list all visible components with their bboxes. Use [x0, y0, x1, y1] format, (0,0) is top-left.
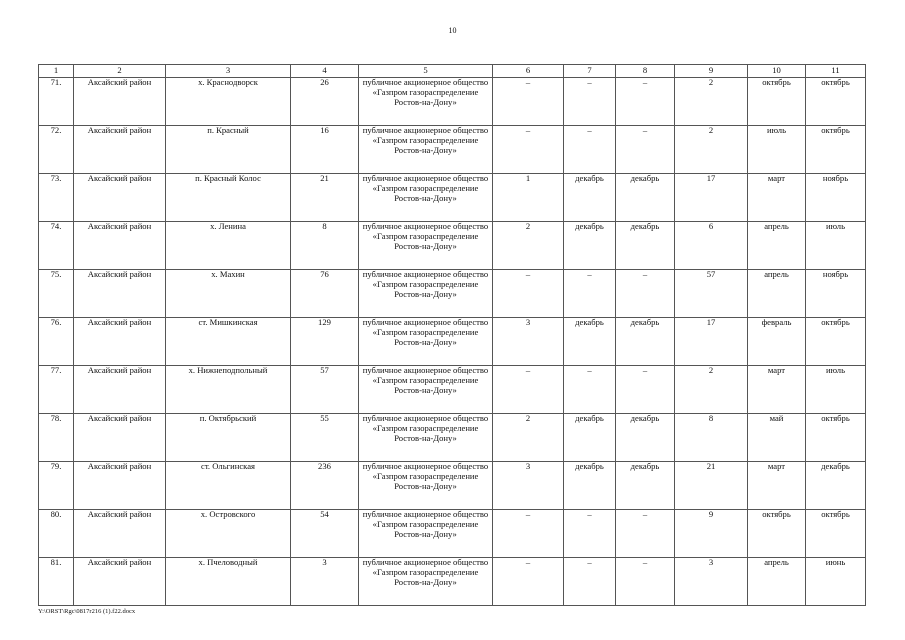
table-row [39, 270, 866, 318]
column-header: 9 [675, 65, 748, 78]
row-number: 71. [39, 78, 74, 126]
column-header: 2 [74, 65, 166, 78]
col8-cell: – [616, 510, 675, 558]
col10-cell: март [748, 174, 806, 222]
settlement-cell: х. Пчеловодный [166, 558, 291, 606]
organization-cell: публичное акционерное общество «Газпром газораспределение Ростов-на-Дону» [359, 414, 493, 462]
district-cell: Аксайский район [74, 126, 166, 174]
col7-cell: – [564, 270, 616, 318]
column-header: 10 [748, 65, 806, 78]
table-row [39, 126, 866, 174]
col7-cell: декабрь [564, 174, 616, 222]
col9-cell: 2 [675, 78, 748, 126]
col7-cell: – [564, 366, 616, 414]
col6-cell: – [493, 126, 564, 174]
district-cell: Аксайский район [74, 318, 166, 366]
col9-cell: 17 [675, 174, 748, 222]
district-cell: Аксайский район [74, 558, 166, 606]
col6-cell: – [493, 510, 564, 558]
settlement-cell: ст. Ольгинская [166, 462, 291, 510]
col9-cell: 9 [675, 510, 748, 558]
col6-cell: – [493, 78, 564, 126]
col7-cell: – [564, 78, 616, 126]
district-cell: Аксайский район [74, 414, 166, 462]
count-cell: 57 [291, 366, 359, 414]
col9-cell: 2 [675, 366, 748, 414]
count-cell: 76 [291, 270, 359, 318]
col6-cell: 3 [493, 462, 564, 510]
row-number: 81. [39, 558, 74, 606]
col9-cell: 2 [675, 126, 748, 174]
settlement-cell: х. Нижнеподпольный [166, 366, 291, 414]
table-row [39, 318, 866, 366]
organization-cell: публичное акционерное общество «Газпром газораспределение Ростов-на-Дону» [359, 558, 493, 606]
col11-cell: октябрь [806, 318, 866, 366]
col10-cell: февраль [748, 318, 806, 366]
settlement-cell: х. Ленина [166, 222, 291, 270]
col11-cell: июнь [806, 558, 866, 606]
row-number: 80. [39, 510, 74, 558]
col10-cell: октябрь [748, 510, 806, 558]
table-body [39, 78, 866, 606]
settlement-cell: п. Красный [166, 126, 291, 174]
file-path-footer: Y:\ORST\Rgc\0817r216 (1).f22.docx [38, 608, 136, 615]
col8-cell: – [616, 270, 675, 318]
col10-cell: май [748, 414, 806, 462]
col11-cell: октябрь [806, 414, 866, 462]
col7-cell: – [564, 126, 616, 174]
count-cell: 21 [291, 174, 359, 222]
column-header: 4 [291, 65, 359, 78]
col6-cell: – [493, 366, 564, 414]
settlement-cell: х. Махин [166, 270, 291, 318]
col11-cell: ноябрь [806, 174, 866, 222]
settlement-cell: х. Островского [166, 510, 291, 558]
table-row [39, 174, 866, 222]
district-cell: Аксайский район [74, 270, 166, 318]
table-header [39, 65, 866, 78]
col6-cell: 2 [493, 222, 564, 270]
table-row [39, 510, 866, 558]
col9-cell: 21 [675, 462, 748, 510]
row-number: 75. [39, 270, 74, 318]
column-header: 3 [166, 65, 291, 78]
col10-cell: октябрь [748, 78, 806, 126]
organization-cell: публичное акционерное общество «Газпром газораспределение Ростов-на-Дону» [359, 462, 493, 510]
organization-cell: публичное акционерное общество «Газпром газораспределение Ростов-на-Дону» [359, 222, 493, 270]
table-row [39, 366, 866, 414]
settlement-cell: п. Октябрьский [166, 414, 291, 462]
count-cell: 8 [291, 222, 359, 270]
col8-cell: – [616, 558, 675, 606]
column-header: 5 [359, 65, 493, 78]
col9-cell: 57 [675, 270, 748, 318]
organization-cell: публичное акционерное общество «Газпром газораспределение Ростов-на-Дону» [359, 270, 493, 318]
table-row [39, 78, 866, 126]
count-cell: 26 [291, 78, 359, 126]
col8-cell: – [616, 126, 675, 174]
row-number: 76. [39, 318, 74, 366]
col8-cell: декабрь [616, 462, 675, 510]
col11-cell: декабрь [806, 462, 866, 510]
schedule-table [38, 64, 866, 606]
organization-cell: публичное акционерное общество «Газпром газораспределение Ростов-на-Дону» [359, 78, 493, 126]
table-row [39, 414, 866, 462]
col7-cell: декабрь [564, 462, 616, 510]
col7-cell: – [564, 510, 616, 558]
header-row [39, 65, 866, 78]
col6-cell: – [493, 558, 564, 606]
settlement-cell: ст. Мишкинская [166, 318, 291, 366]
col9-cell: 6 [675, 222, 748, 270]
col9-cell: 3 [675, 558, 748, 606]
col11-cell: ноябрь [806, 270, 866, 318]
district-cell: Аксайский район [74, 174, 166, 222]
settlement-cell: х. Краснодворск [166, 78, 291, 126]
district-cell: Аксайский район [74, 366, 166, 414]
table-row [39, 462, 866, 510]
organization-cell: публичное акционерное общество «Газпром газораспределение Ростов-на-Дону» [359, 510, 493, 558]
page-number: 10 [448, 26, 457, 35]
col6-cell: 1 [493, 174, 564, 222]
organization-cell: публичное акционерное общество «Газпром газораспределение Ростов-на-Дону» [359, 318, 493, 366]
row-number: 79. [39, 462, 74, 510]
count-cell: 236 [291, 462, 359, 510]
column-header: 1 [39, 65, 74, 78]
col8-cell: – [616, 78, 675, 126]
column-header: 7 [564, 65, 616, 78]
count-cell: 129 [291, 318, 359, 366]
column-header: 8 [616, 65, 675, 78]
district-cell: Аксайский район [74, 78, 166, 126]
col7-cell: – [564, 558, 616, 606]
col6-cell: 3 [493, 318, 564, 366]
count-cell: 55 [291, 414, 359, 462]
district-cell: Аксайский район [74, 222, 166, 270]
col7-cell: декабрь [564, 414, 616, 462]
organization-cell: публичное акционерное общество «Газпром газораспределение Ростов-на-Дону» [359, 174, 493, 222]
row-number: 78. [39, 414, 74, 462]
col10-cell: март [748, 366, 806, 414]
col10-cell: апрель [748, 222, 806, 270]
count-cell: 16 [291, 126, 359, 174]
table-row [39, 222, 866, 270]
organization-cell: публичное акционерное общество «Газпром газораспределение Ростов-на-Дону» [359, 126, 493, 174]
col8-cell: – [616, 366, 675, 414]
district-cell: Аксайский район [74, 510, 166, 558]
col9-cell: 17 [675, 318, 748, 366]
organization-cell: публичное акционерное общество «Газпром газораспределение Ростов-на-Дону» [359, 366, 493, 414]
district-cell: Аксайский район [74, 462, 166, 510]
col6-cell: – [493, 270, 564, 318]
col11-cell: июль [806, 222, 866, 270]
col8-cell: декабрь [616, 318, 675, 366]
col11-cell: октябрь [806, 78, 866, 126]
row-number: 73. [39, 174, 74, 222]
col9-cell: 8 [675, 414, 748, 462]
table-row [39, 558, 866, 606]
col10-cell: апрель [748, 270, 806, 318]
col7-cell: декабрь [564, 222, 616, 270]
column-header: 11 [806, 65, 866, 78]
col11-cell: октябрь [806, 510, 866, 558]
row-number: 74. [39, 222, 74, 270]
count-cell: 54 [291, 510, 359, 558]
count-cell: 3 [291, 558, 359, 606]
col8-cell: декабрь [616, 414, 675, 462]
col10-cell: апрель [748, 558, 806, 606]
col7-cell: декабрь [564, 318, 616, 366]
col10-cell: июль [748, 126, 806, 174]
column-header: 6 [493, 65, 564, 78]
settlement-cell: п. Красный Колос [166, 174, 291, 222]
col11-cell: июль [806, 366, 866, 414]
row-number: 72. [39, 126, 74, 174]
col8-cell: декабрь [616, 174, 675, 222]
col6-cell: 2 [493, 414, 564, 462]
col11-cell: октябрь [806, 126, 866, 174]
col8-cell: декабрь [616, 222, 675, 270]
row-number: 77. [39, 366, 74, 414]
col10-cell: март [748, 462, 806, 510]
